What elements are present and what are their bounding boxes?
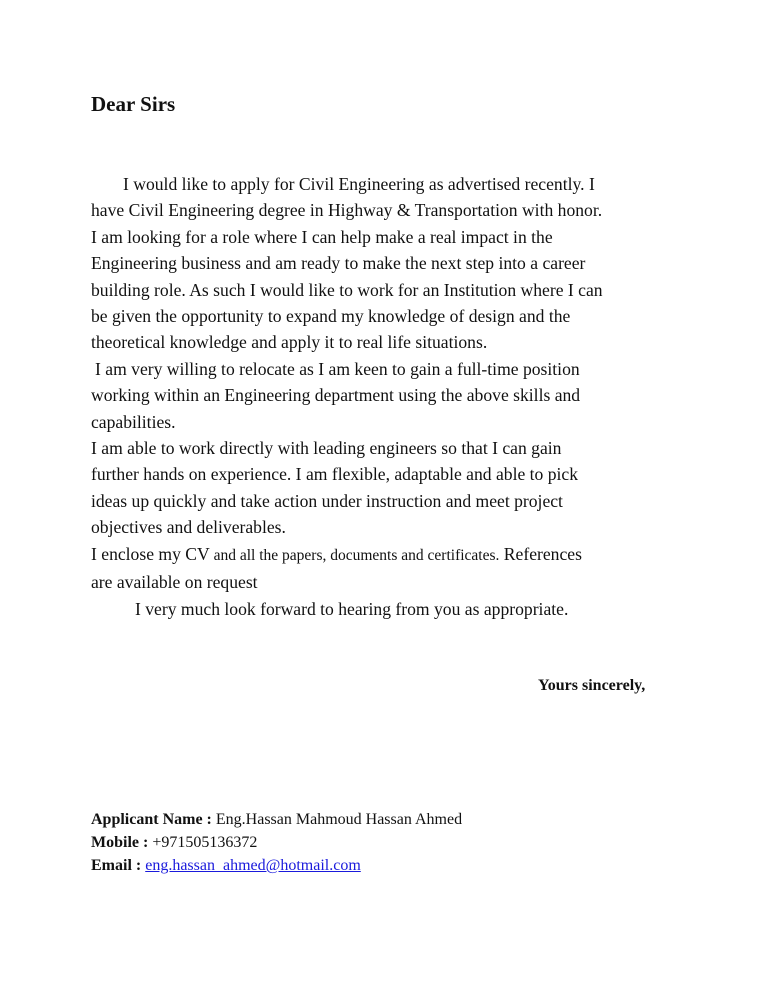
body-line: I would like to apply for Civil Engineering as advertised recently. I xyxy=(123,174,595,194)
body-line: capabilities. xyxy=(91,411,176,432)
applicant-name-value: Eng.Hassan Mahmoud Hassan Ahmed xyxy=(211,811,463,828)
mobile-row xyxy=(91,831,462,854)
applicant-name-row xyxy=(91,808,462,831)
mobile-label: Mobile : xyxy=(91,834,149,851)
body-line: theoretical knowledge and apply it to real life situations. xyxy=(91,332,488,353)
body-line: be given the opportunity to expand my knowledge of design and the xyxy=(91,306,571,327)
enclose-text: I enclose my CV xyxy=(91,543,210,564)
mobile-value: +971505136372 xyxy=(148,834,258,851)
body-line: building role. As such I would like to work for an Institution where I can xyxy=(91,279,603,300)
body-line: I am looking for a role where I can help make a real impact in the xyxy=(91,226,553,247)
email-label: Email : xyxy=(91,857,142,874)
body-line: I am very willing to relocate as I am keen to gain a full-time position xyxy=(95,358,580,379)
contact-block xyxy=(91,808,462,877)
look-forward-line: I very much look forward to hearing from you as appropriate. xyxy=(135,598,569,619)
email-row xyxy=(91,854,462,877)
enclose-references-text: References xyxy=(499,543,582,564)
closing: Yours sincerely, xyxy=(538,677,646,694)
enclose-line xyxy=(91,541,691,569)
salutation: Dear Sirs xyxy=(91,92,176,116)
email-link[interactable]: eng.hassan_ahmed@hotmail.com xyxy=(145,857,361,874)
body-line: further hands on experience. I am flexible, adaptable and able to pick xyxy=(91,464,579,485)
body-line: objectives and deliverables. xyxy=(91,517,286,538)
enclose-documents-text: and all the papers, documents and certificates. xyxy=(209,546,500,564)
body-line: Engineering business and am ready to make the next step into a career xyxy=(91,253,586,274)
body-line: have Civil Engineering degree in Highway & Transportation with honor. xyxy=(91,200,603,221)
letter-body xyxy=(91,171,691,622)
body-line: working within an Engineering department using the above skills and xyxy=(91,385,581,406)
applicant-name-label: Applicant Name : xyxy=(91,811,212,828)
references-line: are available on request xyxy=(91,572,258,593)
body-line: I am able to work directly with leading engineers so that I can gain xyxy=(91,438,562,459)
body-line: ideas up quickly and take action under instruction and meet project xyxy=(91,490,563,511)
